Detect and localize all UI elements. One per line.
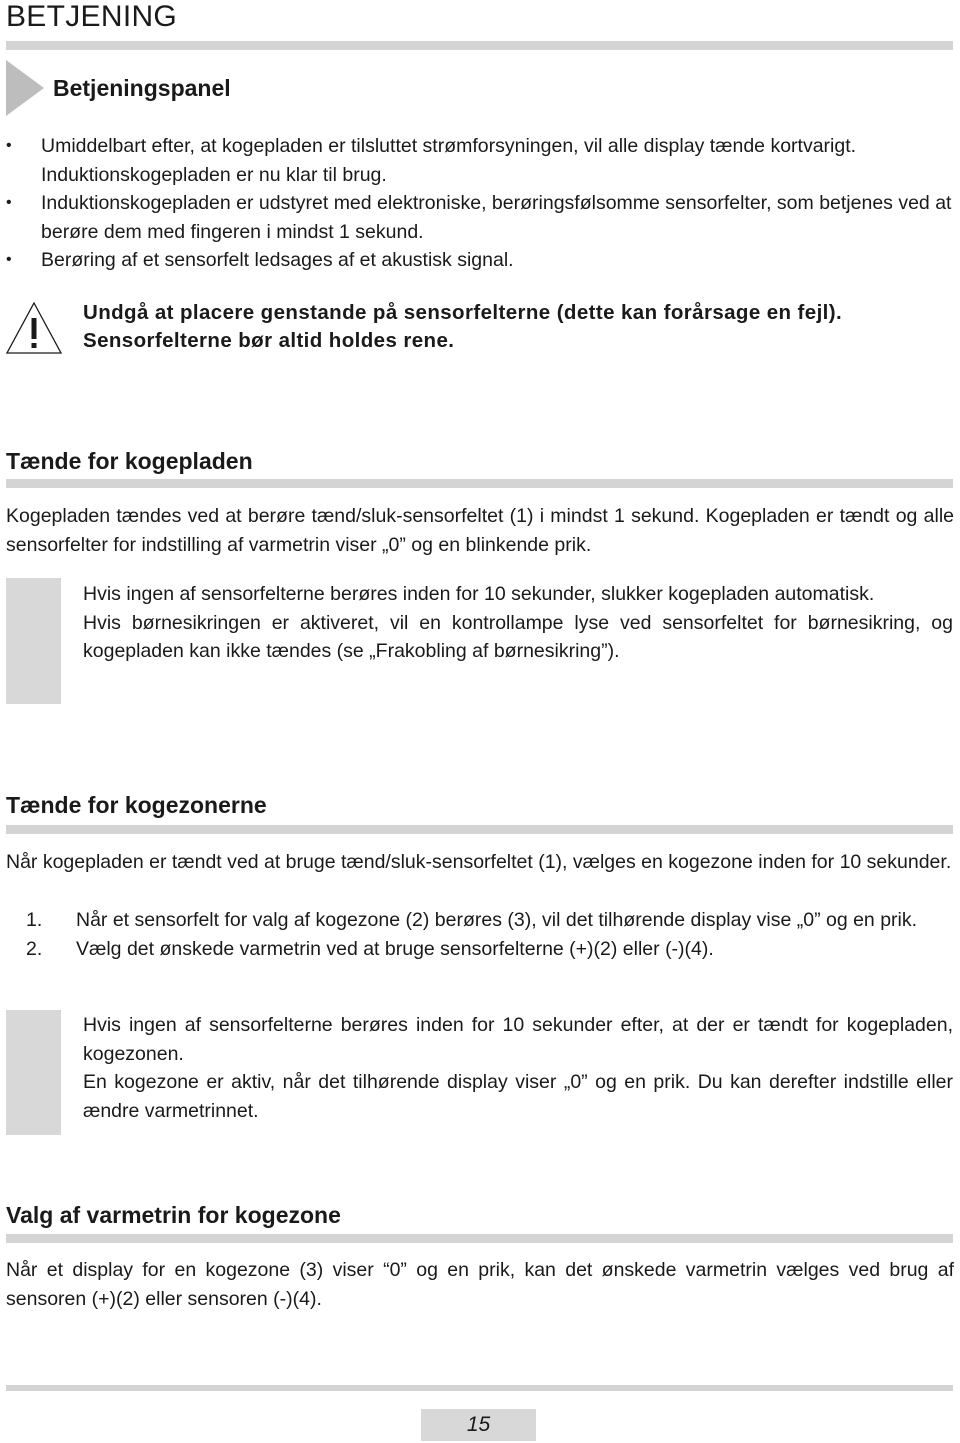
warning-triangle-icon (4, 300, 64, 361)
note-text: Hvis ingen af sensorfelterne berøres inden for 10 sekunder efter, at der er tændt for kogepladen, kogezonen. (83, 1014, 953, 1065)
step-number: 2. (26, 937, 43, 960)
bullet-item: • Umiddelbart efter, at kogepladen er tilsluttet strømforsyningen, vil alle display tænde kortvarigt. Induktionskogepladen er nu klar til brug. (6, 132, 956, 189)
title-divider (6, 41, 953, 50)
step-item (6, 935, 954, 964)
bullet-item: • Berøring af et sensorfelt ledsages af et akustisk signal. (6, 246, 956, 275)
note-text: Hvis børnesikringen er aktiveret, vil en kontrollampe lyse ved sensorfeltet for børnesikring, og kogepladen kan ikke tændes (se „Frakobling af børnesikring”). (83, 611, 953, 662)
note-bar (6, 578, 61, 704)
section-title: Valg af varmetrin for kogezone (6, 1202, 341, 1228)
section-paragraph: Når et display for en kogezone (3) viser “0” og en prik, kan det ønskede varmetrin vælges ved brug af sensoren (+)(2) eller sensoren (-)(4). (6, 1259, 954, 1310)
section-arrow-icon (6, 60, 44, 116)
warning-line: Undgå at placere genstande på sensorfelterne (dette kan forårsage en fejl). (83, 301, 843, 324)
footer-divider (6, 1385, 953, 1391)
section-paragraph: Kogepladen tændes ved at berøre tænd/sluk-sensorfeltet (1) i mindst 1 sekund. Kogepladen er tændt og alle sensorfelter for indstilling af varmetrin viser „0” og en blinkende prik. (6, 505, 954, 556)
note-bar (6, 1010, 61, 1135)
bullet-item: • Induktionskogepladen er udstyret med elektroniske, berøringsfølsomme sensorfelter, som betjenes ved at berøre dem med fingeren i mindst 1 sekund. (6, 189, 956, 246)
steps-list (6, 906, 954, 963)
section-divider (6, 479, 953, 488)
section-paragraph: Når kogepladen er tændt ved at bruge tænd/sluk-sensorfeltet (1), vælges en kogezone inden for 10 sekunder. (6, 851, 952, 873)
section-divider (6, 1234, 953, 1243)
panel-bullet-list (6, 132, 956, 275)
section-title: Tænde for kogezonerne (6, 792, 267, 818)
step-item (6, 906, 954, 935)
warning-text (83, 299, 955, 354)
panel-title: Betjeningspanel (53, 75, 231, 101)
note-text: Hvis ingen af sensorfelterne berøres inden for 10 sekunder, slukker kogepladen automatisk. (83, 583, 875, 605)
warning-line: Sensorfelterne bør altid holdes rene. (83, 328, 455, 352)
page-number: 15 (421, 1409, 536, 1441)
note-block (83, 1011, 953, 1125)
section-divider (6, 825, 953, 834)
section-title: Tænde for kogepladen (6, 448, 253, 474)
step-number: 1. (26, 909, 43, 931)
page-title: BETJENING (6, 0, 178, 33)
note-text: En kogezone er aktiv, når det tilhørende display viser „0” og en prik. Du kan derefter indstille eller ændre varmetrinnet. (83, 1071, 953, 1122)
step-text: Vælg det ønskede varmetrin ved at bruge sensorfelterne (+)(2) eller (-)(4). (76, 937, 714, 960)
step-text: Når et sensorfelt for valg af kogezone (2) berøres (3), vil det tilhørende display vise „0” og en prik. (76, 909, 918, 931)
note-block (83, 580, 953, 666)
